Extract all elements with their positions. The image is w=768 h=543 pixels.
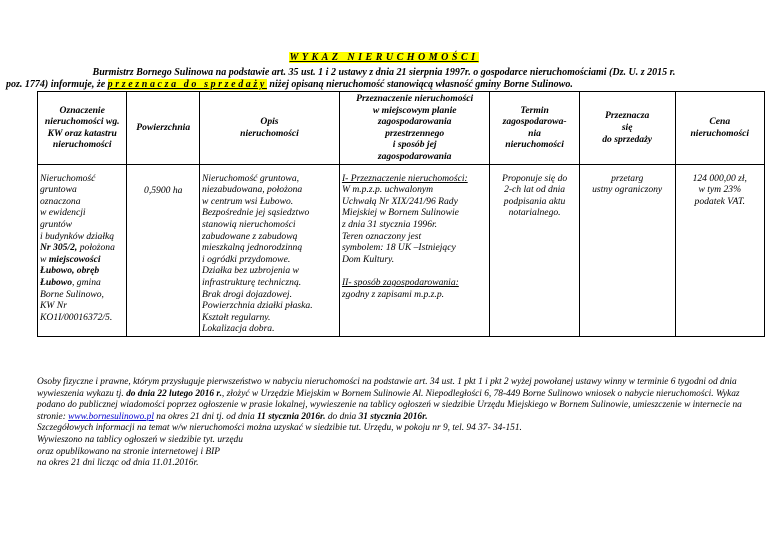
- intro-line-1: Burmistrz Bornego Sulinowa na podstawie art. 35 ust. 1 i 2 ustawy z dnia 21 sierpnia 1997r. o gospodarce nieruchomościami (Dz. U. z 2015 r.: [92, 67, 676, 78]
- document-title: WYKAZ NIERUCHOMOŚCI: [289, 52, 479, 63]
- cell-area: 0,5900 ha: [127, 164, 200, 336]
- footer-paragraph-1: Osoby fizyczne i prawne, którym przysługuje pierwszeństwo w nabyciu nieruchomości na podstawie art. 34 ust. 1 pkt 1 i pkt 2 wyżej powołanej ustawy winny w terminie 6 tygodni od dnia wywieszenia wykazu tj. do dnia 22 lutego 2016 r., złożyć w Urzędzie Miejskim w Bornem Sulinowie Al. Niepodległości 6, 78-449 Borne Sulinowo wniosek o nabycie nieruchomości. Wykaz podano do publicznej wiadomości poprzez ogłoszenie w prasie lokalnej, wywieszenie na tablicy ogłoszeń w siedzibie Urzędu Miejskiego w Bornem Sulinowie, umieszczenie w internecie na stronie: www.bornesulinowo.pl na okres 21 dni tj. od dnia 11 stycznia 2016r. do dnia 31 stycznia 2016r.: [37, 377, 742, 422]
- footer-paragraph-4: oraz opublikowano na stronie internetowej i BIP: [37, 446, 220, 457]
- website-link[interactable]: www.bornesulinowo.pl: [68, 411, 154, 422]
- header-intended-for: Przeznacza się do sprzedaży: [579, 92, 675, 165]
- header-zoning: Przeznaczenie nieruchomości w miejscowym planie zagospodarowania przestrzennego i sposób jej zagospodarowania: [339, 92, 489, 165]
- intro-line-2: poz. 1774) informuje, że przeznacza do sprzedaży niżej opisaną nieruchomość stanowiącą własność gminy Borne Sulinowo.: [6, 79, 573, 90]
- footer-paragraph-5: na okres 21 dni licząc od dnia 11.01.2016r.: [37, 458, 199, 469]
- table-header-row: [38, 92, 765, 165]
- intro-highlight: przeznacza do sprzedaży: [107, 79, 267, 90]
- header-designation: Oznaczenie nieruchomości wg. KW oraz katastru nieruchomości: [38, 92, 127, 165]
- header-price: Cena nieruchomości: [675, 92, 764, 165]
- property-table: [37, 91, 765, 337]
- cell-description: Nieruchomość gruntowa, niezabudowana, położona w centrum wsi Łubowo. Bezpośrednie jej sąsiedztwo stanowią nieruchomości zabudowane z zabudową mieszkalną jednorodzinną i ogródki przydomowe. Działka bez uzbrojenia w infrastrukturę techniczną. Brak drogi dojazdowej. Powierzchnia działki płaska. Kształt regularny. Lokalizacja dobra.: [200, 164, 340, 336]
- cell-term: Proponuje się do 2-ch lat od dnia podpisania aktu notarialnego.: [490, 164, 579, 336]
- header-term: Termin zagospodarowa- nia nieruchomości: [490, 92, 579, 165]
- footer-notes: [37, 377, 765, 470]
- cell-zoning: I- Przeznaczenie nieruchomości: W m.p.z.p. uchwalonym Uchwałą Nr XIX/241/96 Rady Miejskiej w Bornem Sulinowie z dnia 31 stycznia 1996r. Teren oznaczony jest symbolem: 18 UK –Istniejący Dom Kultury. II- sposób zagospodarowania: zgodny z zapisami m.p.z.p.: [339, 164, 489, 336]
- footer-paragraph-2: Szczegółowych informacji na temat w/w nieruchomości można uzyskać w siedzibie tut. Urzędu, w pokoju nr 9, tel. 94 37- 34-151.: [37, 423, 522, 434]
- cell-designation: Nieruchomość gruntowa oznaczona w ewidencji gruntów i budynków działką Nr 305/2, położona w miejscowości Łubowo, obręb Łubowo, gmina Borne Sulinowo, KW Nr KO1I/00016372/5.: [38, 164, 127, 336]
- table-row: [38, 164, 765, 336]
- cell-price: 124 000,00 zł, w tym 23% podatek VAT.: [675, 164, 764, 336]
- intro-paragraph: [6, 67, 762, 91]
- header-description: Opis nieruchomości: [200, 92, 340, 165]
- cell-intended-for: przetarg ustny ograniczony: [579, 164, 675, 336]
- footer-paragraph-3: Wywieszono na tablicy ogłoszeń w siedzibie tyt. urzędu: [37, 434, 243, 445]
- header-area: Powierzchnia: [127, 92, 200, 165]
